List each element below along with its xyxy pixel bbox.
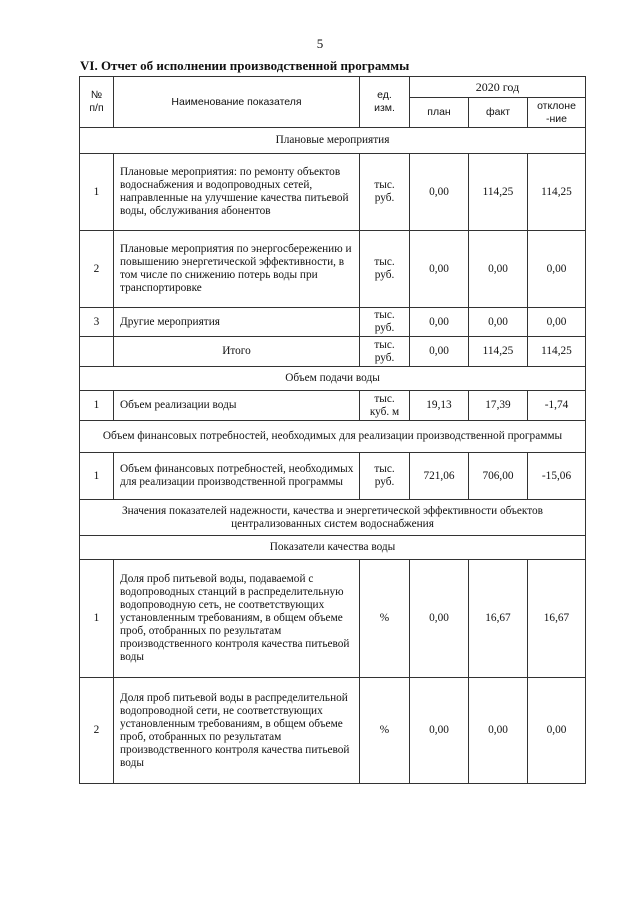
section-quality: Показатели качества воды	[80, 536, 586, 560]
header-plan: план	[410, 98, 469, 128]
row-num-empty	[80, 337, 114, 367]
row-plan: 0,00	[410, 678, 469, 784]
row-fact: 706,00	[469, 453, 528, 500]
production-program-report-table	[79, 76, 586, 784]
section-row	[80, 421, 586, 453]
row-name: Другие мероприятия	[114, 308, 360, 337]
row-num: 2	[80, 231, 114, 308]
section-reliability: Значения показателей надежности, качества и энергетической эффективности объектов централизованных систем водоснабжения	[80, 500, 586, 536]
row-num: 2	[80, 678, 114, 784]
row-unit: %	[360, 678, 410, 784]
table-row	[80, 154, 586, 231]
row-deviation: 114,25	[528, 337, 586, 367]
row-unit: тыс. куб. м	[360, 391, 410, 421]
header-fact: факт	[469, 98, 528, 128]
row-plan: 0,00	[410, 154, 469, 231]
row-fact: 0,00	[469, 231, 528, 308]
row-num: 1	[80, 560, 114, 678]
row-deviation: 0,00	[528, 308, 586, 337]
page-number: 5	[316, 36, 324, 51]
section-row	[80, 128, 586, 154]
row-plan: 0,00	[410, 231, 469, 308]
row-name: Доля проб питьевой воды в распределительной водопроводной сети, не соответствующих установленным требованиям, в общем объеме проб, отобранных по результатам производственного контроля качества питьевой воды	[114, 678, 360, 784]
row-unit: тыс. руб.	[360, 453, 410, 500]
row-name: Итого	[114, 337, 360, 367]
section-supply: Объем подачи воды	[80, 367, 586, 391]
header-row-top	[80, 77, 586, 98]
header-unit: ед. изм.	[360, 77, 410, 128]
table-row	[80, 453, 586, 500]
row-name: Плановые мероприятия: по ремонту объектов водоснабжения и водопроводных сетей, направленные на улучшение качества питьевой воды, обслуживания абонентов	[114, 154, 360, 231]
header-year: 2020 год	[410, 77, 586, 98]
row-name: Доля проб питьевой воды, подаваемой с водопроводных станций в распределительную водопроводную сеть, не соответствующих установленным требованиям, в общем объеме проб, отобранных по результатам производственного контроля качества питьевой воды	[114, 560, 360, 678]
row-fact: 114,25	[469, 154, 528, 231]
section-row	[80, 500, 586, 536]
row-deviation: 0,00	[528, 231, 586, 308]
header-name: Наименование показателя	[114, 77, 360, 128]
row-name: Объем реализации воды	[114, 391, 360, 421]
row-name: Объем финансовых потребностей, необходимых для реализации производственной программы	[114, 453, 360, 500]
row-num: 1	[80, 391, 114, 421]
row-fact: 114,25	[469, 337, 528, 367]
row-num: 1	[80, 453, 114, 500]
section-row	[80, 536, 586, 560]
row-unit: тыс. руб.	[360, 231, 410, 308]
header-deviation: отклоне -ние	[528, 98, 586, 128]
total-row	[80, 337, 586, 367]
row-plan: 0,00	[410, 308, 469, 337]
row-unit: тыс. руб.	[360, 308, 410, 337]
row-fact: 0,00	[469, 308, 528, 337]
row-unit: %	[360, 560, 410, 678]
row-plan: 19,13	[410, 391, 469, 421]
row-unit: тыс. руб.	[360, 337, 410, 367]
section-finance: Объем финансовых потребностей, необходимых для реализации производственной программы	[80, 421, 586, 453]
table-row	[80, 678, 586, 784]
section-title: VI. Отчет об исполнении производственной программы	[80, 58, 410, 73]
row-fact: 0,00	[469, 678, 528, 784]
row-deviation: 16,67	[528, 560, 586, 678]
row-num: 1	[80, 154, 114, 231]
row-num: 3	[80, 308, 114, 337]
table-row	[80, 560, 586, 678]
row-deviation: -15,06	[528, 453, 586, 500]
section-row	[80, 367, 586, 391]
row-plan: 721,06	[410, 453, 469, 500]
row-fact: 17,39	[469, 391, 528, 421]
table-row	[80, 308, 586, 337]
row-unit: тыс. руб.	[360, 154, 410, 231]
row-deviation: -1,74	[528, 391, 586, 421]
header-num: № п/п	[80, 77, 114, 128]
row-name: Плановые мероприятия по энергосбережению и повышению энергетической эффективности, в том числе по снижению потерь воды при транспортировке	[114, 231, 360, 308]
row-fact: 16,67	[469, 560, 528, 678]
row-plan: 0,00	[410, 560, 469, 678]
row-plan: 0,00	[410, 337, 469, 367]
row-deviation: 0,00	[528, 678, 586, 784]
section-planned: Плановые мероприятия	[80, 128, 586, 154]
row-deviation: 114,25	[528, 154, 586, 231]
table-row	[80, 391, 586, 421]
table-row	[80, 231, 586, 308]
